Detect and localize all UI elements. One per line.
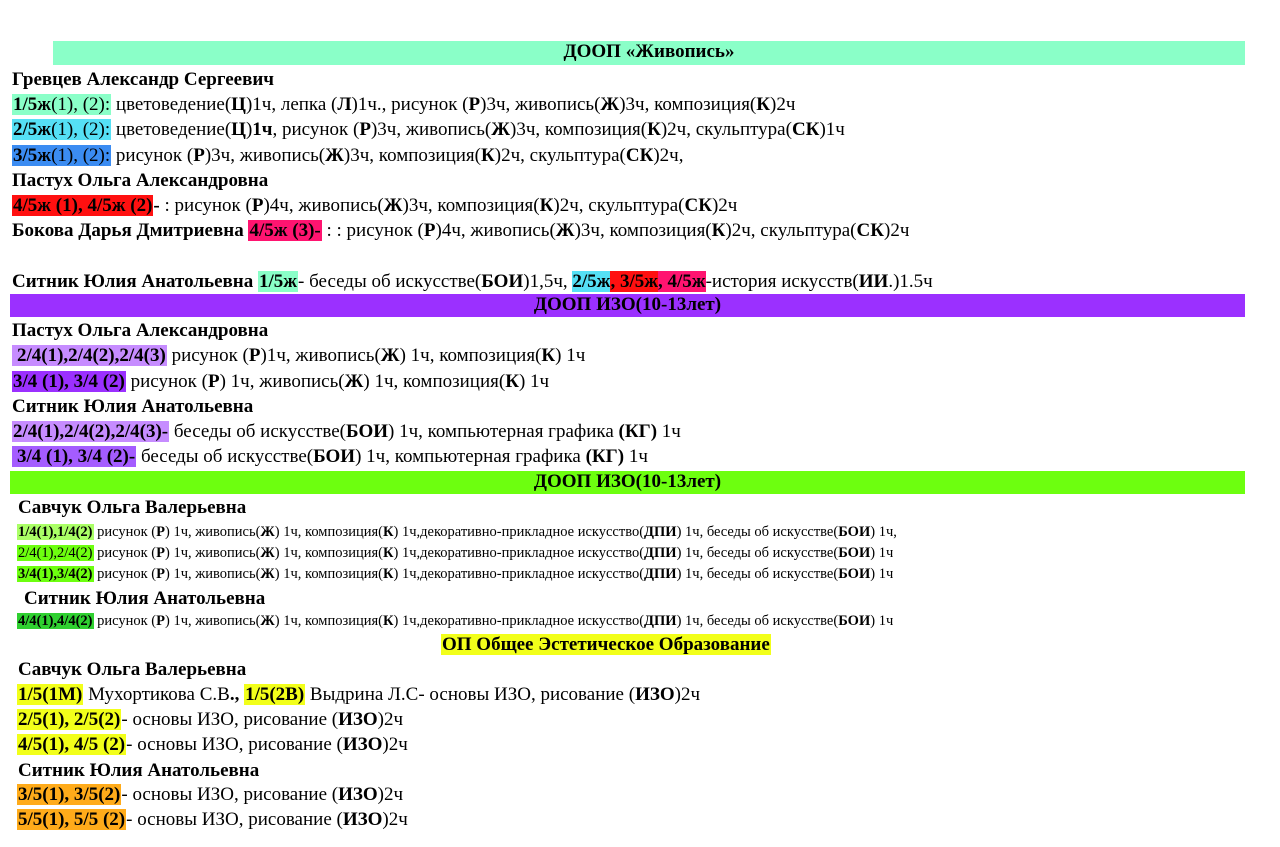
schedule-row: 1/4(1),1/4(2) рисунок (Р) 1ч, живопись(Ж) 1ч, композиция(К) 1ч,декоративно-прикладное искусство(ДПИ) 1ч, беседы об искусстве(БОИ) 1ч, xyxy=(18,524,897,540)
schedule-row: Бокова Дарья Дмитриевна 4/5ж (3)- : : рисунок (Р)4ч, живопись(Ж)3ч, композиция(К)2ч, скульптура(СК)2ч xyxy=(12,220,910,241)
schedule-row: 2/5(1), 2/5(2)- основы ИЗО, рисование (ИЗО)2ч xyxy=(18,709,404,730)
schedule-row: 1/5(1М) Мухортикова С.В., 1/5(2В) Выдрина Л.С- основы ИЗО, рисование (ИЗО)2ч xyxy=(18,684,701,705)
group-code: 2/4(1),2/4(2),2/4(3) xyxy=(12,345,167,366)
schedule-row: 2/5ж(1), (2): цветоведение(Ц)1ч, рисунок (Р)3ч, живопись(Ж)3ч, композиция(К)2ч, скульптура(СК)1ч xyxy=(13,119,845,140)
group-code: 4/5ж (3)- xyxy=(249,220,321,241)
schedule-row: 4/5(1), 4/5 (2)- основы ИЗО, рисование (ИЗО)2ч xyxy=(18,734,408,755)
group-code: 3/4 (1), 3/4 (2)- xyxy=(12,446,136,467)
group-code: 1/4(1),1/4(2) xyxy=(18,524,93,540)
group-code: 1/5ж(1), (2): xyxy=(13,94,111,115)
schedule-row: 3/4(1),3/4(2) рисунок (Р) 1ч, живопись(Ж) 1ч, композиция(К) 1ч,декоративно-прикладное искусство(ДПИ) 1ч, беседы об искусстве(БОИ) 1ч xyxy=(18,566,894,582)
group-code: 3/5(1), 3/5(2) xyxy=(18,784,121,805)
group-code: 2/5(1), 2/5(2) xyxy=(18,709,121,730)
schedule-row: 3/4 (1), 3/4 (2)- беседы об искусстве(БОИ) 1ч, компьютерная графика (КГ) 1ч xyxy=(12,446,648,468)
schedule-row: Ситник Юлия Анатольевна 1/5ж- беседы об искусстве(БОИ)1,5ч, 2/5ж, 3/5ж, 4/5ж-история искусств(ИИ.)1.5ч xyxy=(12,271,933,292)
schedule-row: 2/4(1),2/4(2) рисунок (Р) 1ч, живопись(Ж) 1ч, композиция(К) 1ч,декоративно-прикладное искусство(ДПИ) 1ч, беседы об искусстве(БОИ) 1ч xyxy=(18,545,894,561)
schedule-row: 2/4(1),2/4(2),2/4(3) рисунок (Р)1ч, живопись(Ж) 1ч, композиция(К) 1ч xyxy=(12,345,585,367)
group-code: 4/5ж (1), 4/5ж (2) xyxy=(13,195,153,216)
group-code: 2/4(1),2/4(2) xyxy=(18,545,93,561)
group-code: 2/4(1),2/4(2),2/4(3)- xyxy=(13,421,169,442)
teacher-name: Бокова Дарья Дмитриевна xyxy=(12,220,244,241)
group-code: 2/5ж(1), (2): xyxy=(13,119,111,140)
teacher-name: Пастух Ольга Александровна xyxy=(12,170,269,191)
schedule-row: 2/4(1),2/4(2),2/4(3)- беседы об искусстве(БОИ) 1ч, компьютерная графика (КГ) 1ч xyxy=(13,421,681,442)
schedule-row: 3/5ж(1), (2): рисунок (Р)3ч, живопись(Ж)3ч, композиция(К)2ч, скульптура(СК)2ч, xyxy=(13,145,684,166)
schedule-row: 4/5ж (1), 4/5ж (2)- : рисунок (Р)4ч, живопись(Ж)3ч, композиция(К)2ч, скульптура(СК)2ч xyxy=(13,195,738,216)
group-code: 1/5(1М) xyxy=(18,684,83,705)
teacher-name: Пастух Ольга Александровна xyxy=(12,320,269,341)
schedule-row: 1/5ж(1), (2): цветоведение(Ц)1ч, лепка (Л)1ч., рисунок (Р)3ч, живопись(Ж)3ч, композиция(К)2ч xyxy=(13,94,796,115)
section-title-ooe: ОП Общее Эстетическое Образование xyxy=(442,634,770,655)
group-code: 1/5ж xyxy=(258,271,298,292)
group-code: 1/5(2В) xyxy=(245,684,305,705)
teacher-name: Ситник Юлия Анатольевна xyxy=(18,760,260,781)
group-code: 4/5(1), 4/5 (2) xyxy=(18,734,126,755)
teacher-name: Ситник Юлия Анатольевна xyxy=(24,588,266,609)
group-code: , 4/5ж xyxy=(658,271,706,292)
group-code: , 3/5ж xyxy=(610,271,659,292)
teacher-name: Гревцев Александр Сергеевич xyxy=(12,69,274,90)
schedule-row: 5/5(1), 5/5 (2)- основы ИЗО, рисование (ИЗО)2ч xyxy=(18,809,408,830)
teacher-name: Ситник Юлия Анатольевна xyxy=(12,271,254,292)
section-title-izo-purple: ДООП ИЗО(10-13лет) xyxy=(10,294,1245,317)
group-code: 5/5(1), 5/5 (2) xyxy=(18,809,126,830)
group-code: 3/4(1),3/4(2) xyxy=(18,566,93,582)
teacher-name: Ситник Юлия Анатольевна xyxy=(12,396,254,417)
teacher-name: Савчук Ольга Валерьевна xyxy=(18,497,247,518)
group-code: 2/5ж xyxy=(572,271,611,292)
schedule-row: 3/4 (1), 3/4 (2) рисунок (Р) 1ч, живопись(Ж) 1ч, композиция(К) 1ч xyxy=(13,371,550,392)
section-title-izo-green: ДООП ИЗО(10-13лет) xyxy=(10,471,1245,494)
group-code: 3/5ж(1), (2): xyxy=(13,145,111,166)
group-code: 3/4 (1), 3/4 (2) xyxy=(13,371,125,392)
teacher-name: Савчук Ольга Валерьевна xyxy=(18,659,247,680)
schedule-row: 3/5(1), 3/5(2)- основы ИЗО, рисование (ИЗО)2ч xyxy=(18,784,404,805)
group-code: 4/4(1),4/4(2) xyxy=(18,613,93,629)
schedule-row: 4/4(1),4/4(2) рисунок (Р) 1ч, живопись(Ж) 1ч, композиция(К) 1ч,декоративно-прикладное искусство(ДПИ) 1ч, беседы об искусстве(БОИ) 1ч xyxy=(18,613,894,629)
section-title-zhivopis: ДООП «Живопись» xyxy=(53,41,1245,65)
